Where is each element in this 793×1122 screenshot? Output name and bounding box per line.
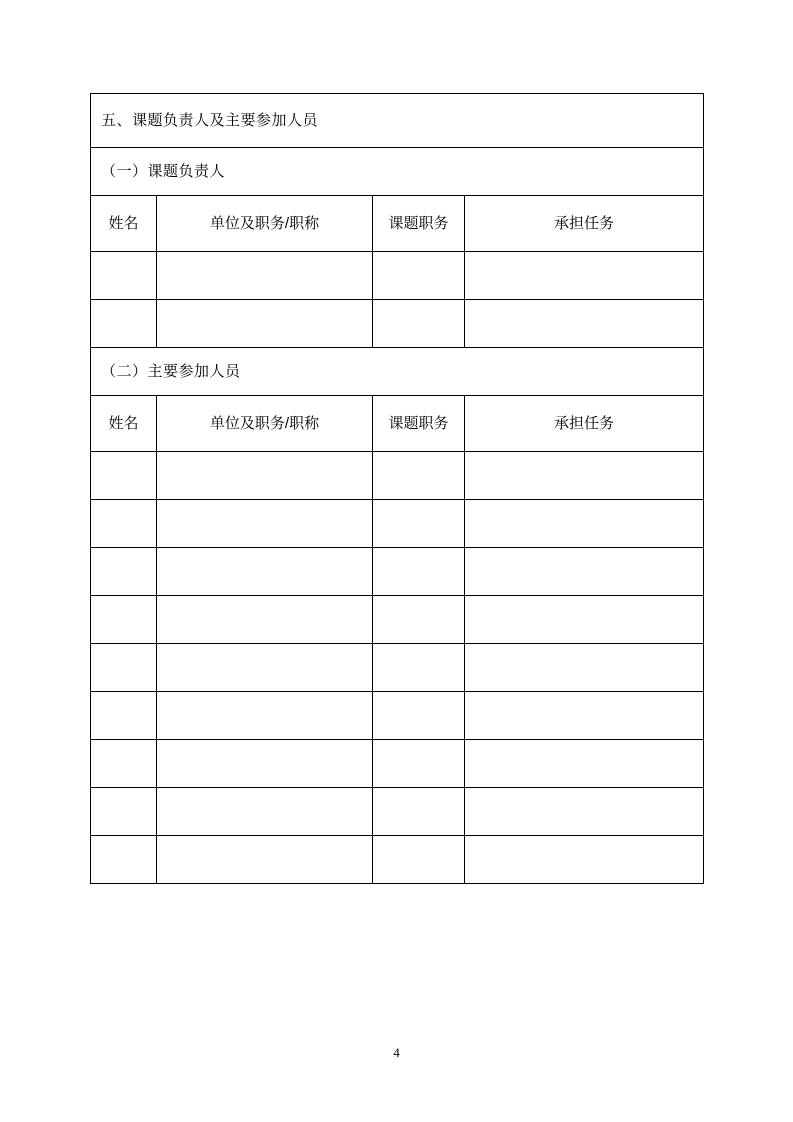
table-row [91, 252, 704, 300]
cell-role[interactable] [373, 740, 465, 788]
cell-name[interactable] [91, 596, 157, 644]
cell-name[interactable] [91, 500, 157, 548]
cell-name[interactable] [91, 452, 157, 500]
table-row [91, 692, 704, 740]
section-title: 五、课题负责人及主要参加人员 [91, 94, 704, 148]
cell-task[interactable] [465, 644, 704, 692]
subsection-members-row [91, 348, 704, 396]
cell-name[interactable] [91, 740, 157, 788]
column-header-role: 课题职务 [373, 196, 465, 252]
cell-unit[interactable] [157, 300, 373, 348]
page-number: 4 [393, 1045, 400, 1060]
table-row [91, 836, 704, 884]
cell-role[interactable] [373, 252, 465, 300]
cell-task[interactable] [465, 692, 704, 740]
cell-role[interactable] [373, 300, 465, 348]
cell-role[interactable] [373, 596, 465, 644]
personnel-form [90, 93, 703, 884]
table-row [91, 740, 704, 788]
cell-unit[interactable] [157, 692, 373, 740]
cell-task[interactable] [465, 740, 704, 788]
table-row [91, 548, 704, 596]
subsection-title-leader: （一）课题负责人 [91, 148, 704, 196]
cell-role[interactable] [373, 836, 465, 884]
cell-task[interactable] [465, 452, 704, 500]
cell-role[interactable] [373, 548, 465, 596]
members-header-row [91, 396, 704, 452]
table-row [91, 452, 704, 500]
cell-task[interactable] [465, 500, 704, 548]
cell-name[interactable] [91, 300, 157, 348]
column-header-role: 课题职务 [373, 396, 465, 452]
column-header-task: 承担任务 [465, 196, 704, 252]
subsection-title-members: （二）主要参加人员 [91, 348, 704, 396]
cell-name[interactable] [91, 548, 157, 596]
table-row [91, 644, 704, 692]
table-row [91, 596, 704, 644]
cell-unit[interactable] [157, 788, 373, 836]
cell-name[interactable] [91, 644, 157, 692]
cell-name[interactable] [91, 252, 157, 300]
cell-task[interactable] [465, 788, 704, 836]
column-header-name: 姓名 [91, 396, 157, 452]
cell-unit[interactable] [157, 548, 373, 596]
cell-role[interactable] [373, 692, 465, 740]
column-header-task: 承担任务 [465, 396, 704, 452]
column-header-unit: 单位及职务/职称 [157, 396, 373, 452]
personnel-table [90, 93, 704, 884]
cell-unit[interactable] [157, 836, 373, 884]
leader-header-row [91, 196, 704, 252]
section-title-row [91, 94, 704, 148]
cell-unit[interactable] [157, 500, 373, 548]
cell-task[interactable] [465, 548, 704, 596]
cell-name[interactable] [91, 788, 157, 836]
subsection-leader-row [91, 148, 704, 196]
cell-unit[interactable] [157, 740, 373, 788]
cell-name[interactable] [91, 836, 157, 884]
cell-task[interactable] [465, 252, 704, 300]
cell-role[interactable] [373, 644, 465, 692]
cell-task[interactable] [465, 836, 704, 884]
table-row [91, 788, 704, 836]
cell-unit[interactable] [157, 596, 373, 644]
cell-unit[interactable] [157, 644, 373, 692]
cell-task[interactable] [465, 300, 704, 348]
cell-role[interactable] [373, 500, 465, 548]
column-header-name: 姓名 [91, 196, 157, 252]
table-row [91, 300, 704, 348]
cell-task[interactable] [465, 596, 704, 644]
cell-role[interactable] [373, 788, 465, 836]
cell-unit[interactable] [157, 252, 373, 300]
table-row [91, 500, 704, 548]
cell-name[interactable] [91, 692, 157, 740]
column-header-unit: 单位及职务/职称 [157, 196, 373, 252]
cell-role[interactable] [373, 452, 465, 500]
cell-unit[interactable] [157, 452, 373, 500]
